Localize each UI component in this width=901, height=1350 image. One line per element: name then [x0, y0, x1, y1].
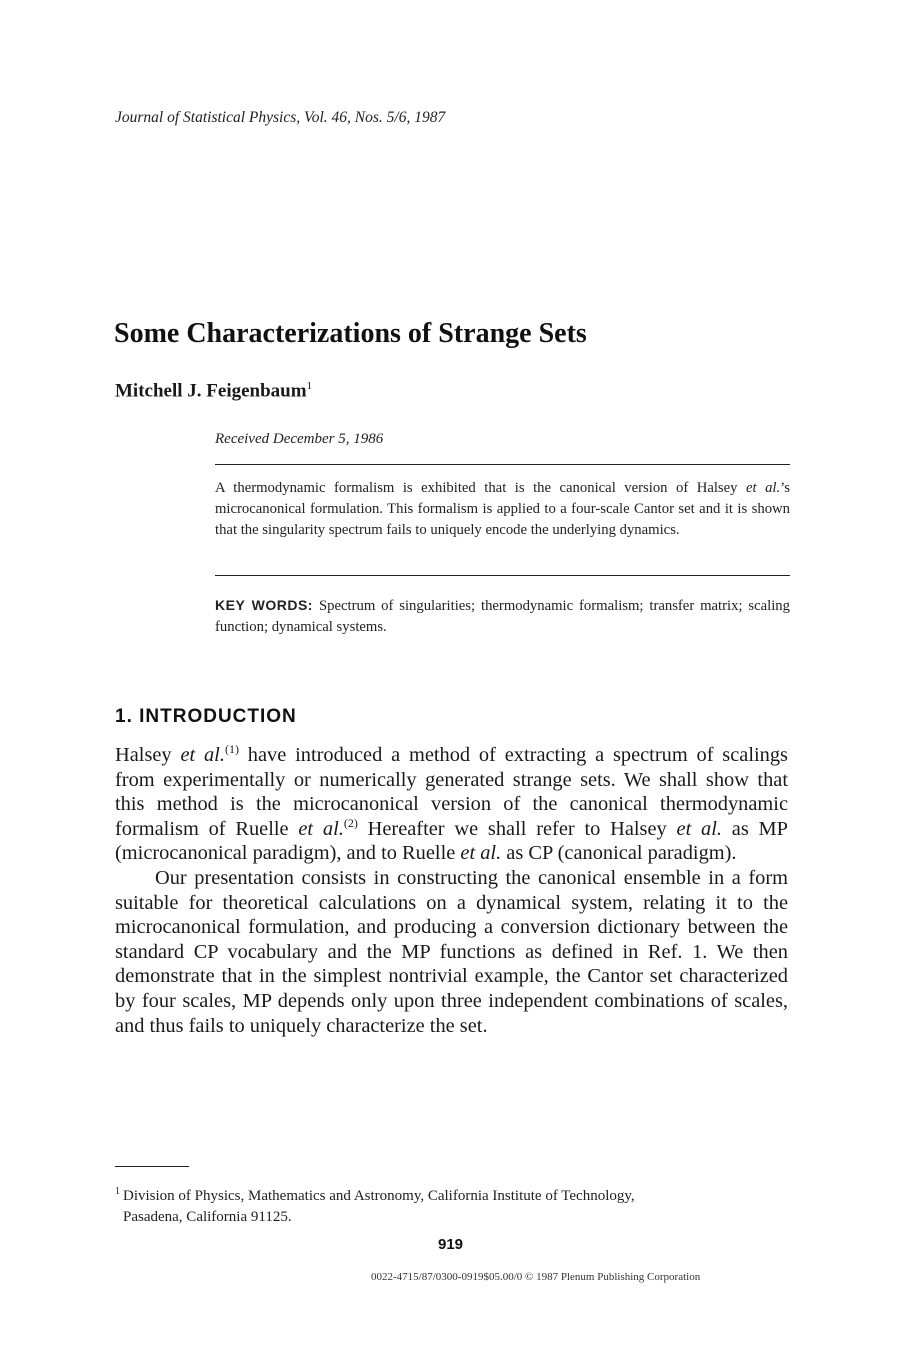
abstract-bottom-rule	[215, 575, 790, 576]
citation-ref-2: (2)	[343, 815, 358, 830]
keywords	[215, 595, 790, 638]
footnote-text-1: Division of Physics, Mathematics and Astronomy, California Institute of Technology,	[123, 1188, 635, 1204]
copyright-line: 0022-4715/87/0300-0919$05.00/0 © 1987 Plenum Publishing Corporation	[371, 1271, 701, 1283]
paragraph-2: Our presentation consists in constructing the canonical ensemble in a form suitable for theoretical calculations on a dynamical system, relating it to the microcanonical formulation, and producing a conversion dictionary between the standard CP vocabulary and the MP functions as defined in Ref. 1. We then demonstrate that in the simplest nontrivial example, the Cantor set characterized by four scales, MP depends only upon three independent combinations of scales, and thus fails to uniquely characterize the set.	[115, 866, 788, 1037]
p1-text-e: as CP (canonical paradigm).	[501, 842, 737, 865]
author-line	[115, 380, 312, 402]
p1-text-c: Hereafter we shall refer to Halsey	[357, 817, 677, 840]
abstract-etal: et al.	[746, 480, 781, 496]
p1-text-d: as MP (microcanonical paradigm), and to Ruelle	[115, 817, 789, 865]
footnote-line-1	[115, 1181, 788, 1207]
author-affiliation-mark: 1	[306, 380, 313, 392]
keywords-text: Spectrum of singularities; thermodynamic formalism; transfer matrix; scaling function; dynamical systems.	[215, 598, 790, 635]
footnote	[115, 1181, 788, 1228]
citation-ref-1: (1)	[224, 742, 239, 757]
p1-etal-2: et al.	[298, 817, 344, 840]
p1-etal-4: et al.	[460, 842, 502, 865]
page-number: 919	[437, 1236, 464, 1253]
paper-title: Some Characterizations of Strange Sets	[114, 318, 587, 349]
paragraph-1	[115, 743, 788, 866]
p1-etal-3: et al.	[676, 817, 722, 840]
footnote-rule	[115, 1166, 189, 1167]
received-date: Received December 5, 1986	[215, 431, 384, 447]
author-name: Mitchell J. Feigenbaum	[115, 380, 307, 402]
p1-text-a: Halsey	[115, 744, 181, 766]
p1-etal-1: et al.	[180, 744, 225, 766]
footnote-line-2: Pasadena, California 91125.	[123, 1209, 292, 1225]
abstract	[215, 478, 790, 541]
abstract-text-1: A thermodynamic formalism is exhibited that is the canonical version of Halsey	[215, 480, 746, 496]
section-heading: 1. INTRODUCTION	[115, 706, 297, 727]
abstract-text-2: ’s microcanonical formulation. This formalism is applied to a four-scale Cantor set and it is shown that the singularity spectrum fails to uniquely encode the underlying dynamics.	[215, 480, 790, 538]
abstract-top-rule	[215, 464, 790, 465]
body-text	[115, 743, 788, 1038]
journal-citation: Journal of Statistical Physics, Vol. 46, Nos. 5/6, 1987	[115, 109, 446, 126]
keywords-label: KEY WORDS:	[215, 597, 313, 613]
footnote-number: 1	[115, 1186, 120, 1197]
p1-text-b: have introduced a method of extracting a spectrum of scalings from experimentally or numerically generated strange sets. We shall show that this method is the microcanonical version of the canonical thermodynamic formalism of Ruelle	[115, 744, 788, 840]
